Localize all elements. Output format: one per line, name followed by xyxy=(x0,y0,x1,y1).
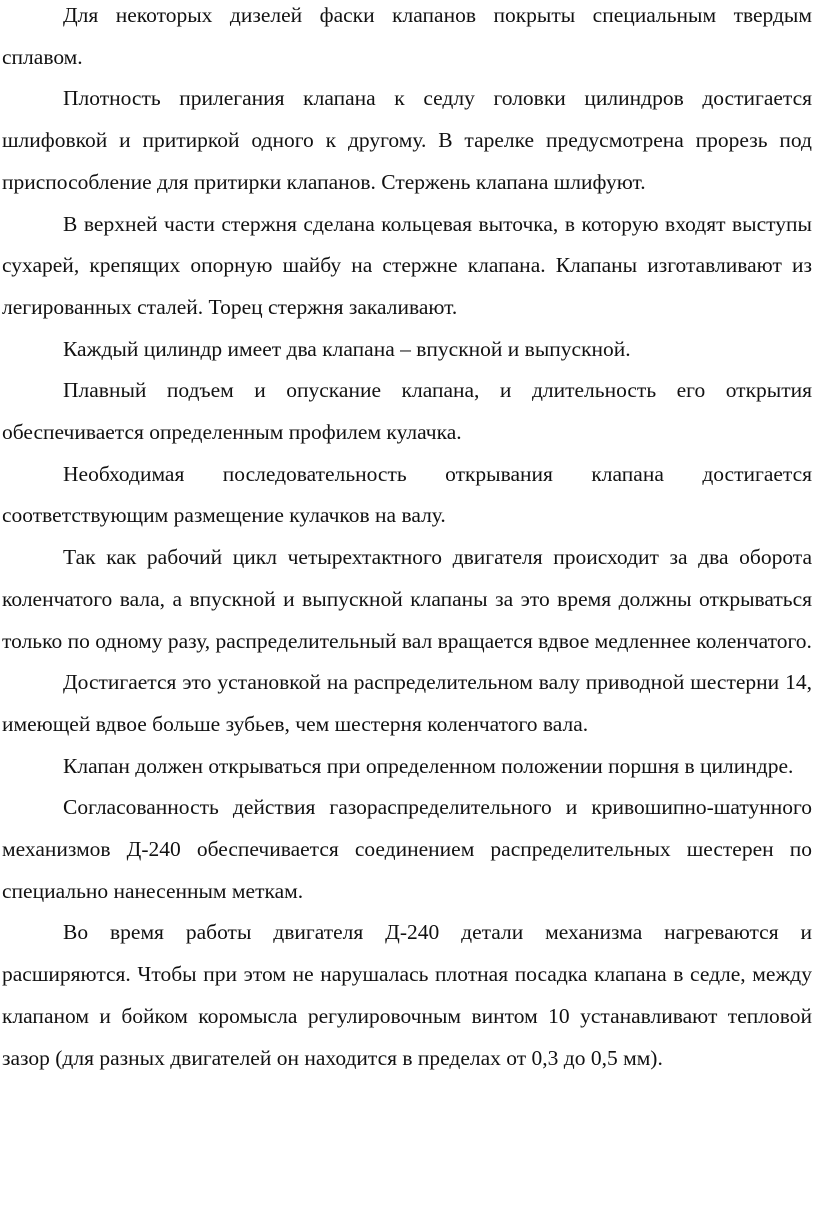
paragraph-hard-alloy: Для некоторых дизелей фаски клапанов покрыты специальным твердым сплавом. xyxy=(2,3,812,69)
paragraph-two-valves: Каждый цилиндр имеет два клапана – впускной и выпускной. xyxy=(63,336,631,361)
paragraph-camshaft-speed: Так как рабочий цикл четырехтактного двигателя происходит за два оборота коленчатого вала, а впускной и выпускной клапаны за это время должны открываться только по одному разу, распределительный вал вращается вдвое медленнее коленчатого. xyxy=(2,545,812,653)
paragraph-cam-profile: Плавный подъем и опускание клапана, и длительность его открытия обеспечивается определенным профилем кулачка. xyxy=(2,378,812,445)
paragraph-valve-lapping: Плотность прилегания клапана к седлу головки цилиндров достигается шлифовкой и притиркой одного к другому. В тарелке предусмотрена прорезь под приспособление для притирки клапанов. Стержень клапана шлифуют. xyxy=(2,86,812,194)
paragraph-thermal-gap: Во время работы двигателя Д-240 детали механизма нагреваются и расширяются. Чтобы при этом не нарушалась плотная посадка клапана в седле, между клапаном и бойком коромысла регулировочным винтом 10 устанавливают тепловой зазор (для разных двигателей он находится в пределах от 0,3 до 0,5 мм). xyxy=(2,920,812,1070)
paragraph-drive-gear: Достигается это установкой на распределительном валу приводной шестерни 14, имеющей вдвое больше зубьев, чем шестерня коленчатого вала. xyxy=(2,670,812,736)
paragraph-cam-placement: Необходимая последовательность открывания клапана достигается соответствующим размещение кулачков на валу. xyxy=(2,461,812,528)
paragraph-timing-marks: Согласованность действия газораспределительного и кривошипно-шатунного механизмов Д-240 обеспечивается соединением распределительных шестерен по специально нанесенным меткам. xyxy=(2,795,812,903)
paragraph-stem-groove: В верхней части стержня сделана кольцевая выточка, в которую входят выступы сухарей, крепящих опорную шайбу на стержне клапана. Клапаны изготавливают из легированных сталей. Торец стержня закаливают. xyxy=(2,211,812,319)
paragraph-valve-timing: Клапан должен открываться при определенном положении поршня в цилиндре. xyxy=(63,753,794,778)
